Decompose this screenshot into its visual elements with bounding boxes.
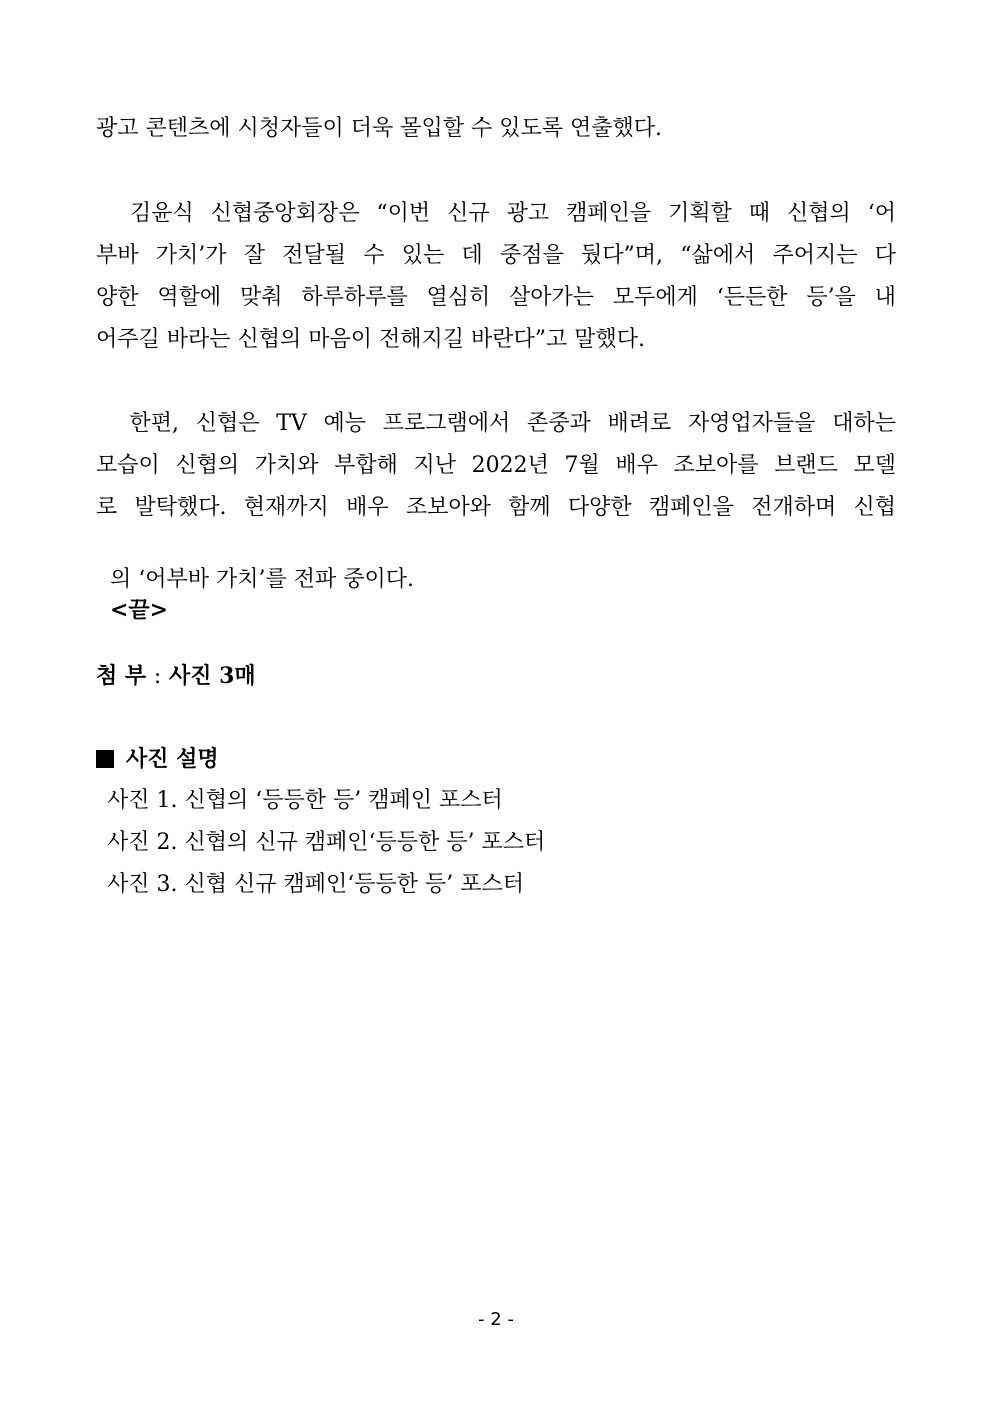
body-text-last-line <box>96 535 896 626</box>
photo-section-title: 사진 설명 <box>126 746 219 772</box>
attachment-line <box>96 661 256 692</box>
photo-caption: 사진 3. 신협 신규 캠페인‘등등한 등’ 포스터 <box>107 872 524 897</box>
body-text-line: 부바 가치’가 잘 전달될 수 있는 데 중점을 뒀다”며, “삶에서 주어지는 다 <box>96 243 896 268</box>
body-text-line: 양한 역할에 맞춰 하루하루를 열심히 살아가는 모두에게 ‘든든한 등’을 내 <box>96 285 896 310</box>
attachment-label: 첨 부 <box>96 663 147 689</box>
end-mark: <끝> <box>110 597 169 623</box>
photo-caption: 사진 1. 신협의 ‘등등한 등’ 캠페인 포스터 <box>107 788 503 813</box>
photo-caption: 사진 2. 신협의 신규 캠페인‘등등한 등’ 포스터 <box>107 830 546 855</box>
attachment-value: 사진 3매 <box>168 663 256 689</box>
body-text-line: 로 발탁했다. 현재까지 배우 조보아와 함께 다양한 캠페인을 전개하며 신협 <box>96 495 896 520</box>
body-text-line: 모습이 신협의 가치와 부합해 지난 2022년 7월 배우 조보아를 브랜드 모델 <box>96 453 896 478</box>
body-text-line: 의 ‘어부바 가치’를 전파 중이다. <box>110 567 414 592</box>
page-number: - 2 - <box>478 1309 514 1330</box>
attachment-separator: : <box>153 664 162 689</box>
body-text-line: 어주길 바라는 신협의 마음이 전해지길 바란다”고 말했다. <box>96 327 645 352</box>
black-square-icon <box>96 750 114 768</box>
photo-section-heading <box>96 744 219 774</box>
body-text-line: 한편, 신협은 TV 예능 프로그램에서 존중과 배려로 자영업자들을 대하는 <box>96 411 896 436</box>
body-text-line: 광고 콘텐츠에 시청자들이 더욱 몰입할 수 있도록 연출했다. <box>96 116 662 141</box>
body-text-line: 김윤식 신협중앙회장은 “이번 신규 광고 캠페인을 기획할 때 신협의 ‘어 <box>96 201 896 226</box>
